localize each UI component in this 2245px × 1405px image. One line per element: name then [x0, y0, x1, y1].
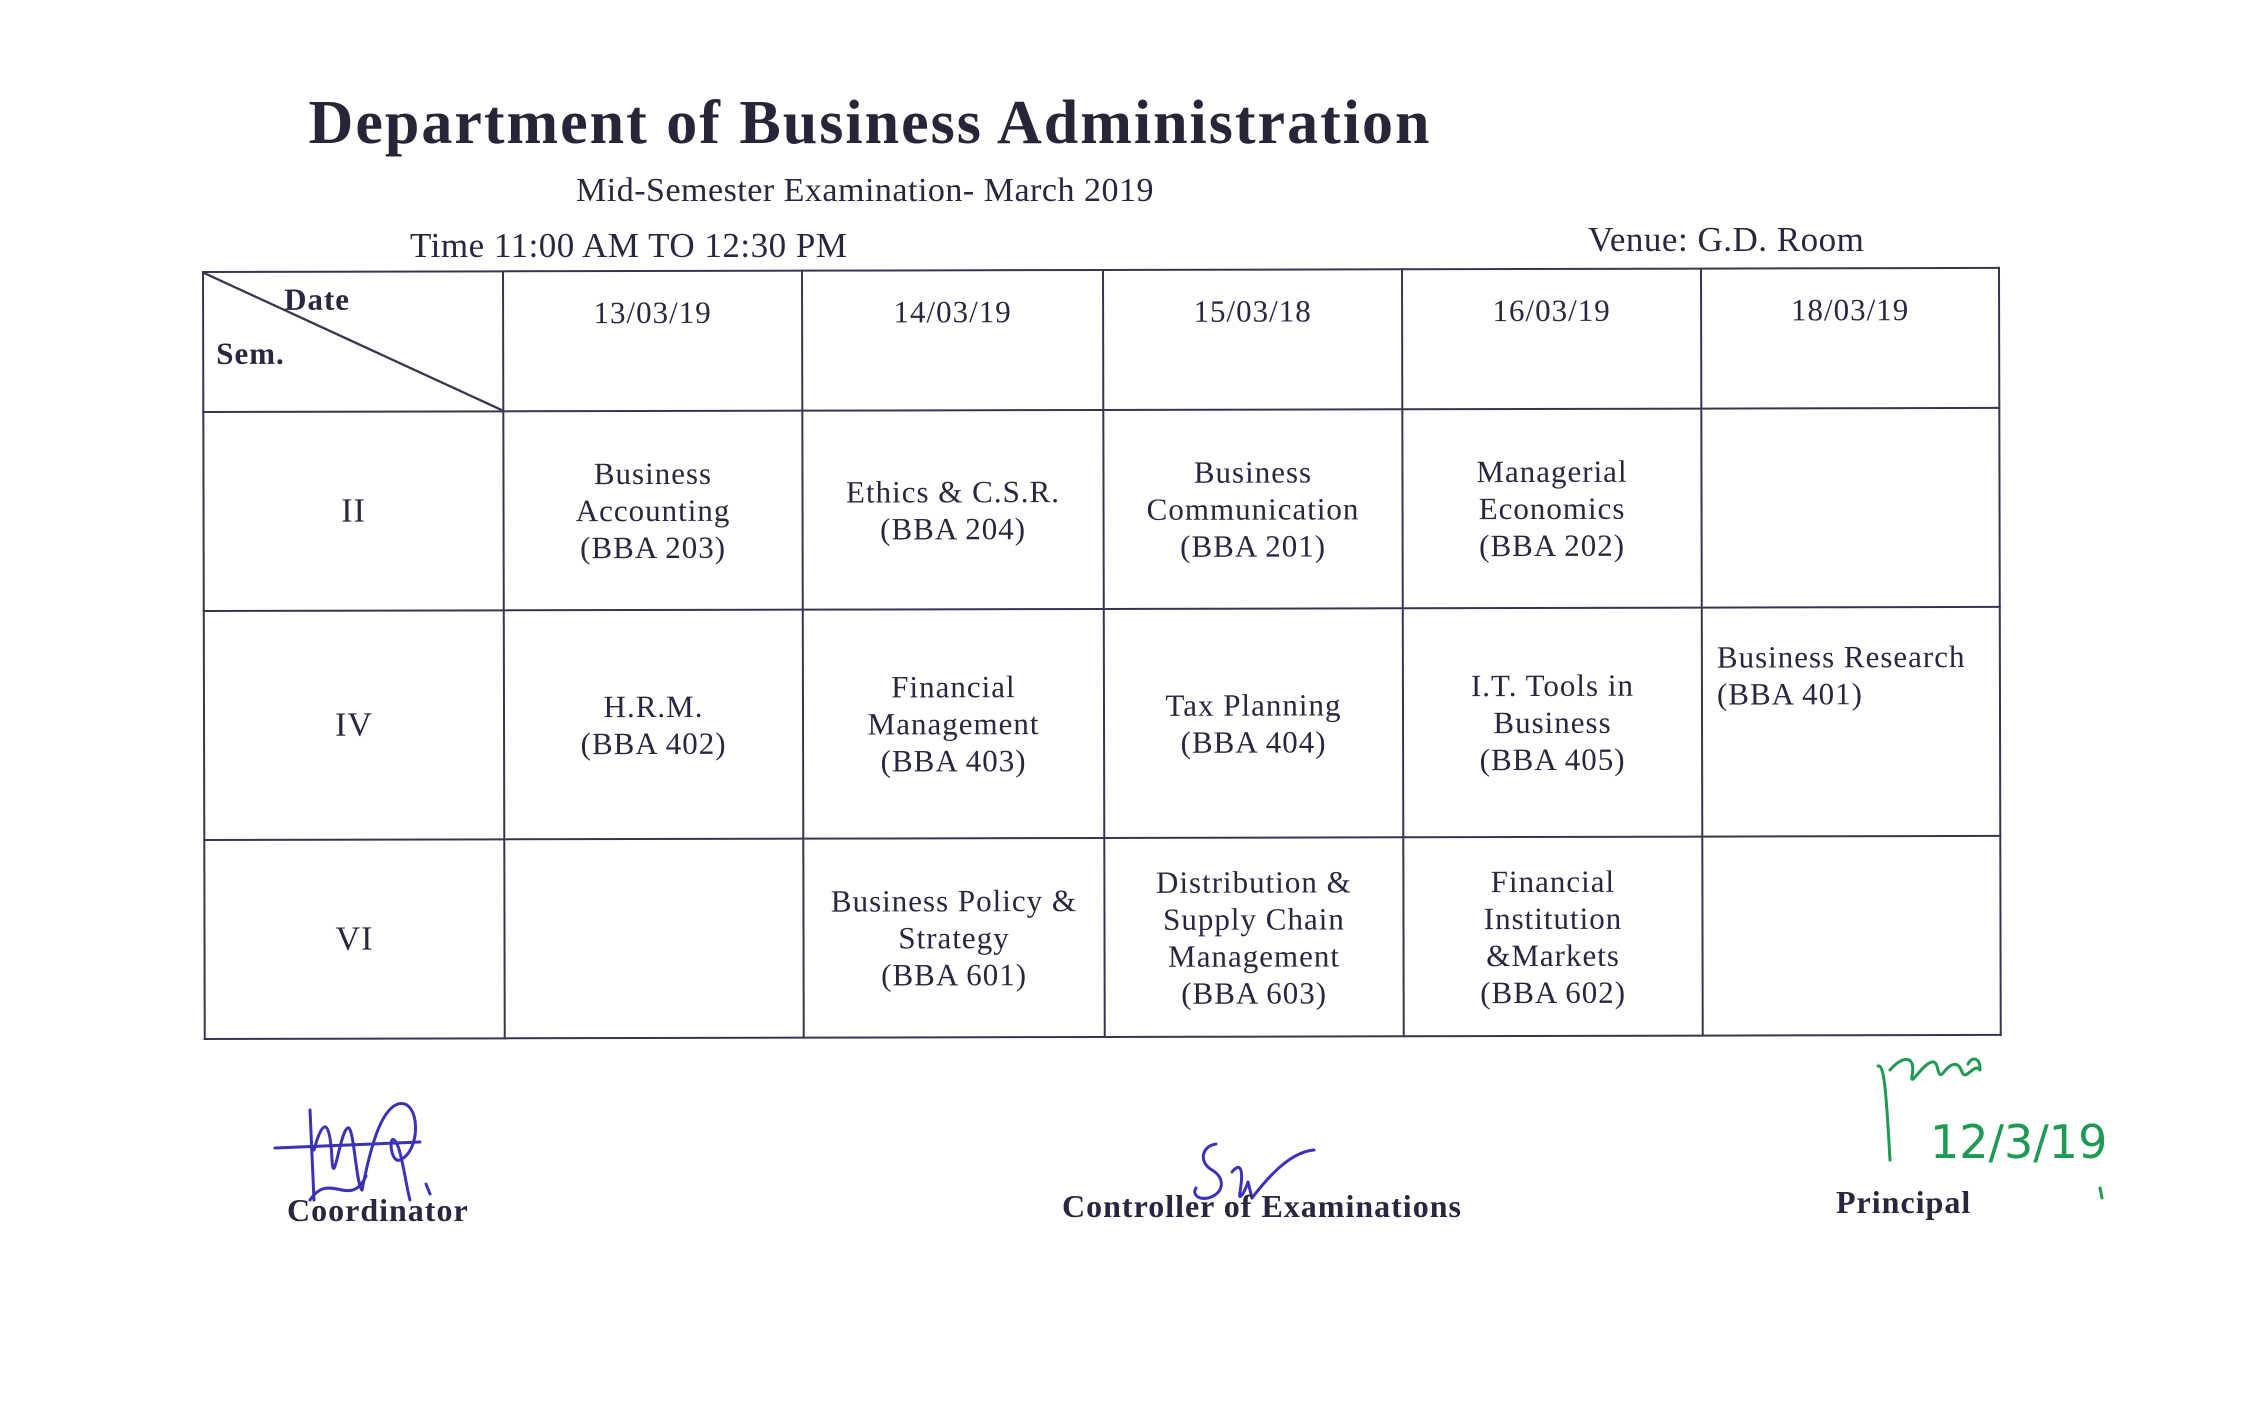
corner-date-label: Date: [284, 281, 351, 317]
subject-line: Business: [1493, 704, 1612, 741]
subject-line: Business: [1193, 454, 1313, 490]
page-title: Department of Business Administration: [308, 89, 1432, 157]
subject-line: Managerial: [1476, 453, 1628, 490]
subject-line: &Markets: [1486, 937, 1620, 973]
subject-code: (BBA 203): [580, 529, 727, 566]
exam-time: Time 11:00 AM TO 12:30 PM: [410, 226, 848, 265]
subject-line: Supply Chain: [1163, 900, 1345, 937]
subject-code: (BBA 201): [1180, 528, 1327, 564]
subject-line: Tax Planning: [1165, 686, 1342, 723]
exam-venue: Venue: G.D. Room: [1588, 220, 1865, 259]
subject-line: Business Research: [1716, 638, 1966, 675]
principal-label: Principal: [1836, 1184, 1972, 1220]
subject-line: Accounting: [575, 492, 731, 529]
schedule-table: [202, 267, 2002, 1040]
exam-cell: [1104, 837, 1403, 1037]
subject-line: Ethics & C.S.R.: [845, 473, 1061, 510]
subject-code: (BBA 202): [1479, 527, 1626, 564]
exam-cell: [1103, 409, 1402, 609]
subject-line: Strategy: [898, 920, 1010, 956]
corner-cell: [203, 271, 503, 412]
corner-sem-label: Sem.: [216, 335, 285, 371]
exam-cell: [1702, 607, 2001, 837]
date-header: 18/03/19: [1701, 268, 1999, 409]
table-row-sem-iv: [204, 607, 2001, 840]
table-row-sem-vi: [204, 836, 2000, 1039]
semester-label: IV: [204, 610, 505, 840]
exam-cell: [1403, 837, 1702, 1037]
subject-line: H.R.M.: [603, 688, 704, 724]
subject-code: (BBA 402): [580, 725, 727, 761]
empty-exam-cell: [1702, 836, 2000, 1036]
semester-label: II: [203, 411, 503, 611]
subject-line: Financial: [891, 669, 1016, 705]
controller-label: Controller of Examinations: [1062, 1188, 1462, 1224]
empty-exam-cell: [1701, 408, 1999, 608]
empty-exam-cell: [504, 839, 803, 1039]
table-header-row: [203, 268, 1999, 412]
principal-signature-date: 12/3/19: [1930, 1115, 2108, 1169]
subject-code: (BBA 401): [1716, 676, 1863, 712]
semester-label: VI: [204, 839, 504, 1039]
subject-line: Financial: [1490, 863, 1616, 899]
subject-code: (BBA 603): [1181, 974, 1328, 1011]
subject-line: Management: [867, 706, 1040, 742]
subject-line: Business Policy &: [830, 883, 1078, 919]
exam-cell: [1403, 608, 1703, 838]
subject-line: Institution: [1483, 900, 1623, 936]
exam-cell: [503, 411, 802, 611]
exam-cell: [504, 610, 804, 840]
subject-code: (BBA 601): [881, 957, 1028, 993]
subject-code: (BBA 405): [1479, 741, 1626, 778]
subject-code: (BBA 403): [880, 743, 1027, 779]
exam-cell: [1104, 608, 1404, 838]
subject-code: (BBA 602): [1480, 974, 1627, 1010]
subject-line: I.T. Tools in: [1470, 667, 1634, 704]
subject-line: Distribution &: [1155, 863, 1352, 900]
date-header: 16/03/19: [1402, 269, 1701, 410]
exam-cell: [803, 838, 1104, 1038]
subject-code: (BBA 204): [880, 510, 1027, 546]
schedule-table-wrapper: [202, 267, 2000, 1011]
date-header: 14/03/19: [802, 270, 1103, 411]
table-row-sem-ii: [203, 408, 1999, 611]
subject-line: Communication: [1146, 491, 1360, 527]
exam-cell: [1402, 409, 1701, 609]
coordinator-label: Coordinator: [287, 1192, 469, 1228]
subject-line: Economics: [1478, 490, 1626, 527]
date-header: 13/03/19: [503, 271, 802, 412]
subject-code: (BBA 404): [1180, 723, 1327, 760]
exam-cell: [803, 609, 1105, 839]
exam-subtitle: Mid-Semester Examination- March 2019: [576, 172, 1154, 209]
subject-line: Management: [1168, 937, 1341, 974]
subject-line: Business: [593, 455, 713, 492]
date-header: 15/03/18: [1103, 269, 1402, 410]
exam-cell: [802, 410, 1103, 610]
